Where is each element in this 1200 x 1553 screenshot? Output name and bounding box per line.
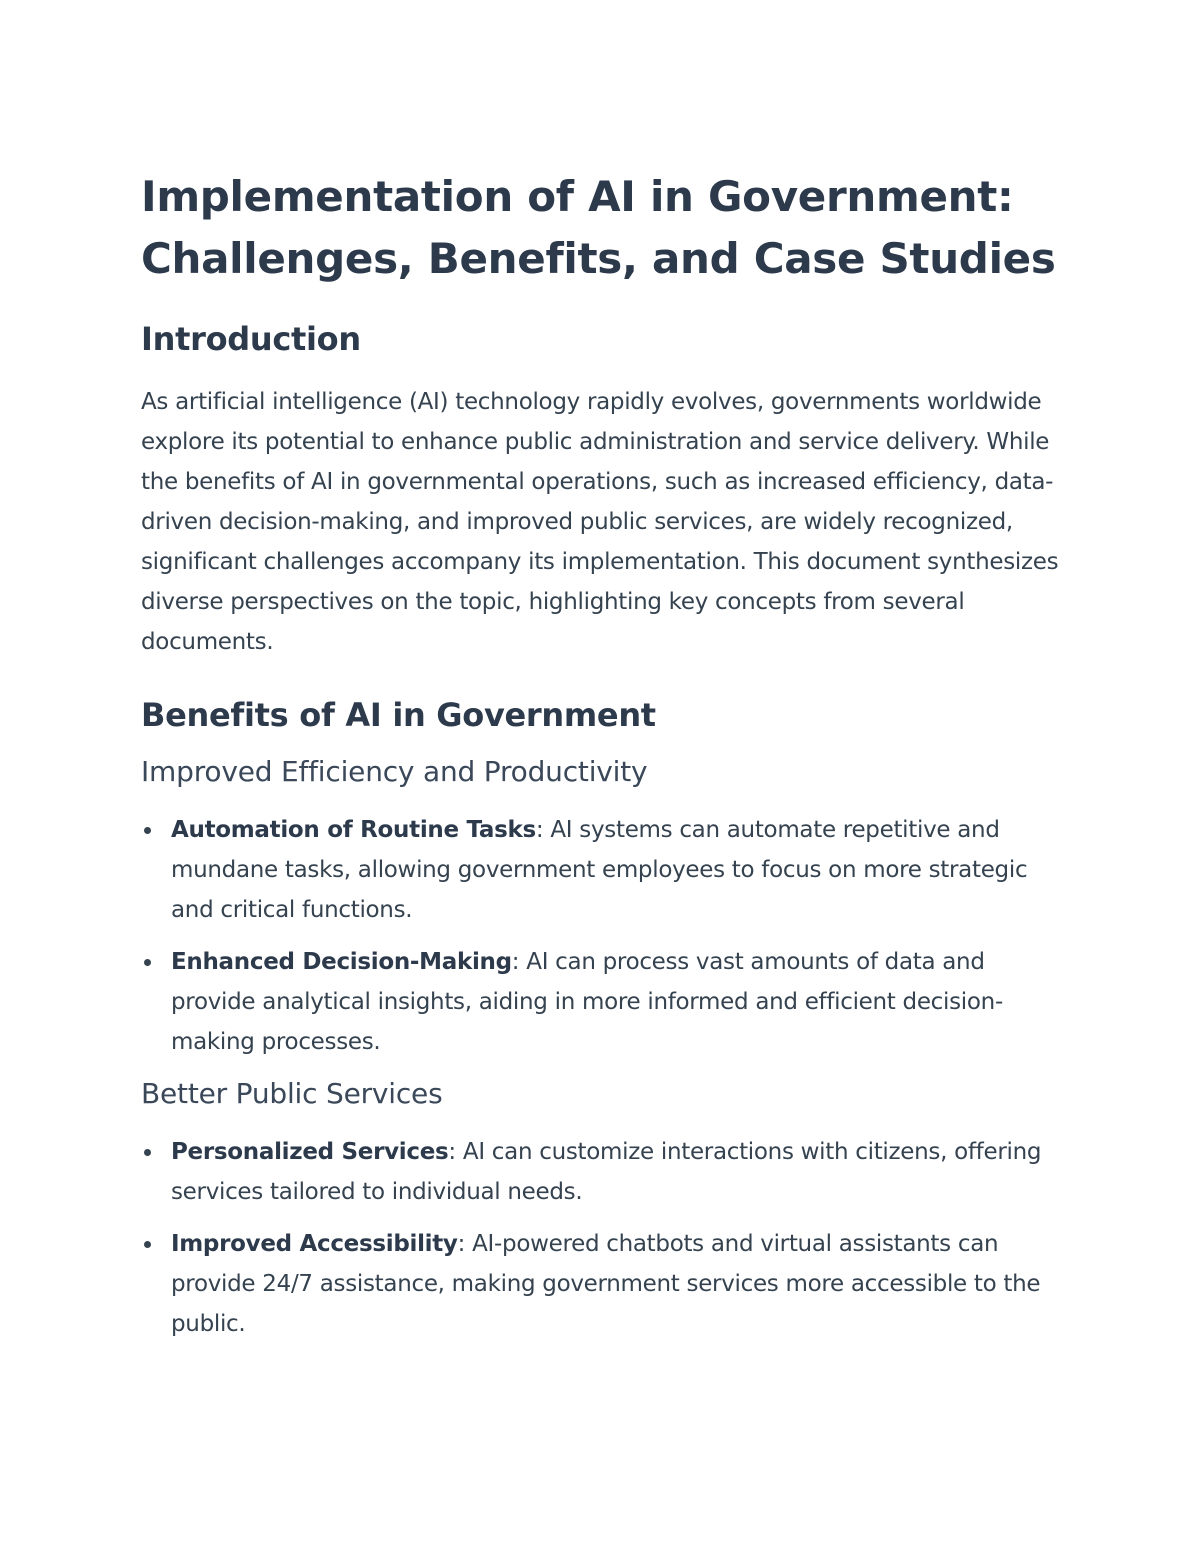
list-item (141, 1224, 1070, 1344)
list-item-text: : AI systems can automate repetitive and mundane tasks, allowing government employees to focus on more strategic and critical functions. (171, 817, 1028, 923)
list-item-term: Automation of Routine Tasks (171, 817, 536, 843)
title-line-1: Implementation of AI in Government: (141, 172, 1014, 221)
bullet-icon (144, 827, 151, 834)
list-item (141, 810, 1070, 930)
list-item-term: Enhanced Decision-Making (171, 949, 512, 975)
introduction-paragraph: As artificial intelligence (AI) technology rapidly evolves, governments worldwide explore its potential to enhance public administration and service delivery. While the benefits of AI in governmental operations, such as increased efficiency, data-driven decision-making, and improved public services, are widely recognized, significant challenges accompany its implementation. This document synthesizes diverse perspectives on the topic, highlighting key concepts from several documents. (141, 389, 1059, 655)
bullet-icon (144, 1241, 151, 1248)
benefits-heading: Benefits of AI in Government (141, 696, 656, 734)
introduction-heading: Introduction (141, 320, 361, 358)
title-line-2: Challenges, Benefits, and Case Studies (141, 234, 1056, 283)
subsection-heading-efficiency: Improved Efficiency and Productivity (141, 755, 648, 788)
efficiency-list (141, 810, 1070, 1062)
list-item-term: Improved Accessibility (171, 1231, 458, 1257)
list-item (141, 1132, 1070, 1212)
document-title (141, 166, 1070, 290)
subsection-heading-public-services: Better Public Services (141, 1077, 443, 1110)
bullet-icon (144, 1149, 151, 1156)
public-services-list (141, 1132, 1070, 1344)
list-item-term: Personalized Services (171, 1139, 449, 1165)
list-item-text: : AI can process vast amounts of data and provide analytical insights, aiding in more informed and efficient decision-making processes. (171, 949, 1003, 1055)
list-item-text: : AI can customize interactions with citizens, offering services tailored to individual needs. (171, 1139, 1042, 1205)
list-item (141, 942, 1070, 1062)
bullet-icon (144, 959, 151, 966)
list-item-text: : AI-powered chatbots and virtual assistants can provide 24/7 assistance, making government services more accessible to the public. (171, 1231, 1041, 1337)
